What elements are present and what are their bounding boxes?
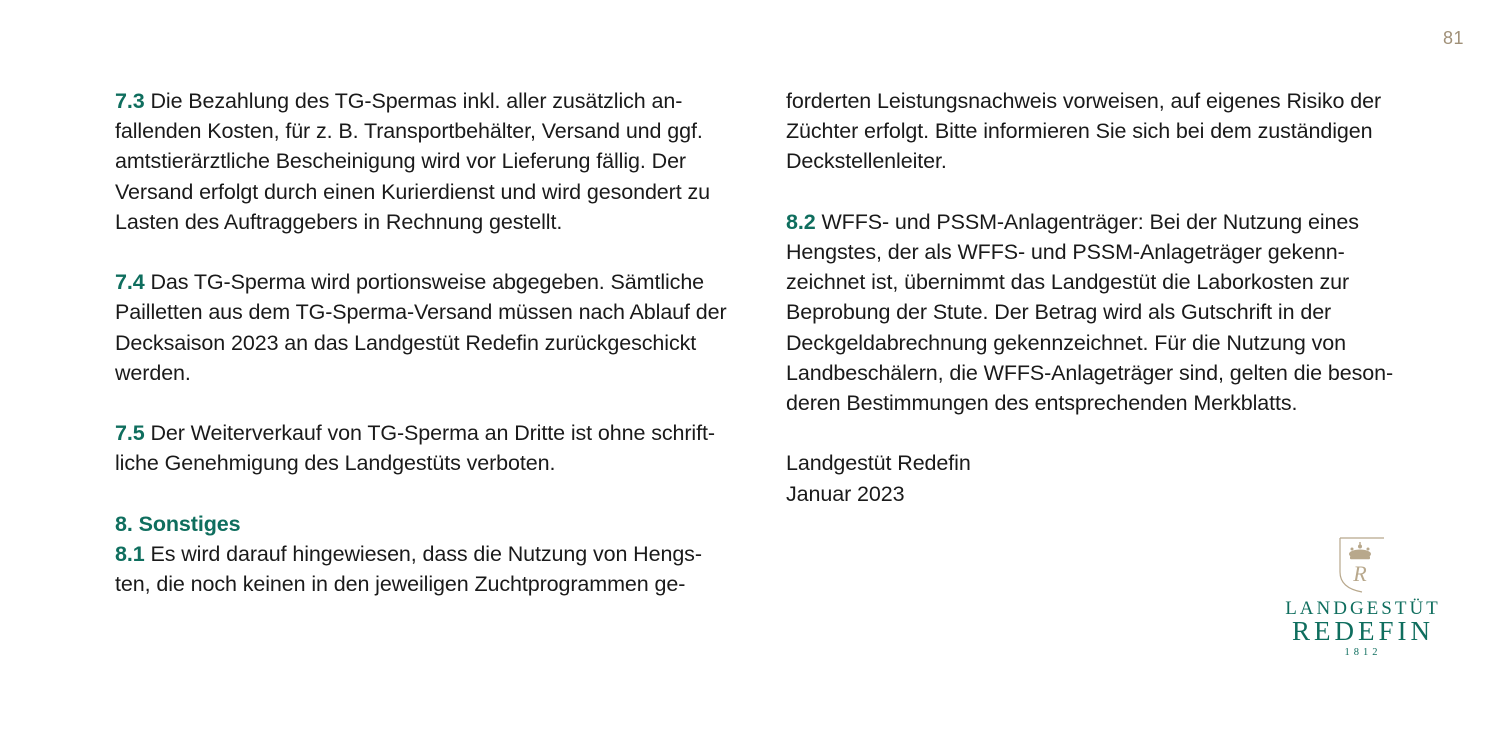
left-column: [115, 86, 775, 599]
paragraph-line: Hengstes, der als WFFS- und PSSM-Anlageträger gekenn-: [786, 240, 1345, 264]
line-text: Die Bezahlung des TG-Spermas inkl. aller zusätzlich an-: [144, 89, 683, 113]
section-number: 7.5: [115, 421, 145, 446]
section-heading: 8. Sonstiges: [115, 511, 241, 536]
right-column: [786, 86, 1456, 509]
paragraph-line: [115, 539, 775, 569]
line-text: WFFS- und PSSM-Anlagenträger: Bei der Nutzung eines: [815, 209, 1359, 234]
paragraph-8-1-continued: [786, 86, 1456, 177]
signature-date: Januar 2023: [786, 481, 905, 506]
paragraph-line: Deckstellenleiter.: [786, 149, 947, 174]
signature-name: Landgestüt Redefin: [786, 451, 971, 476]
page-number: 81: [1442, 28, 1464, 48]
section-8: [115, 509, 775, 600]
paragraph-line: amtstierärztliche Bescheinigung wird vor Lieferung fällig. Der: [115, 149, 686, 174]
paragraph-line: Züchter erfolgt. Bitte informieren Sie sich bei dem zuständigen: [786, 119, 1373, 144]
paragraph-line: zeichnet ist, übernimmt das Landgestüt die Laborkosten zur: [786, 270, 1350, 295]
paragraph-line: Decksaison 2023 an das Landgestüt Redefin zurückgeschickt: [115, 330, 697, 355]
paragraph-line: Versand erfolgt durch einen Kurierdienst und wird gesondert zu: [115, 179, 710, 204]
line-text: Das TG-Sperma wird portionsweise abgegeben. Sämtliche: [144, 270, 705, 295]
signature-block: [786, 448, 1456, 508]
paragraph-line: [786, 207, 1456, 237]
paragraph-line: liche Genehmigung des Landgestüts verboten.: [115, 451, 556, 476]
line-text: Der Weiterverkauf von TG-Sperma an Dritte ist ohne schrift-: [144, 421, 715, 446]
crown-crest-icon: [1338, 536, 1388, 594]
paragraph-8-2: [786, 207, 1456, 418]
section-number: 8.1: [115, 542, 145, 566]
paragraph-line: Landbeschälern, die WFFS-Anlageträger sind, gelten die beson-: [786, 360, 1394, 385]
logo-wordmark-line1: LANDGESTÜT: [1285, 598, 1441, 619]
section-number: 7.4: [115, 270, 145, 295]
paragraph-line: Lasten des Auftraggebers in Rechnung gestellt.: [115, 209, 563, 234]
paragraph-line: ten, die noch keinen in den jeweiligen Zuchtprogrammen ge-: [115, 572, 686, 597]
paragraph-7-5: [115, 418, 775, 478]
paragraph-7-3: [115, 86, 775, 237]
paragraph-line: fallenden Kosten, für z. B. Transportbehälter, Versand und ggf.: [115, 119, 703, 144]
paragraph-line: werden.: [115, 360, 191, 385]
landgestuet-redefin-logo: [1270, 536, 1456, 664]
paragraph-line: [115, 267, 775, 297]
paragraph-line: [115, 86, 775, 116]
section-number: 7.3: [115, 89, 145, 113]
paragraph-line: [115, 418, 775, 448]
line-text: Es wird darauf hingewiesen, dass die Nutzung von Hengs-: [144, 542, 702, 566]
logo-founding-year: 1812: [1344, 647, 1382, 658]
logo-monogram: R: [1353, 561, 1367, 586]
paragraph-line: deren Bestimmungen des entsprechenden Merkblatts.: [786, 391, 1298, 416]
paragraph-line: Pailletten aus dem TG-Sperma-Versand müssen nach Ablauf der: [115, 300, 727, 325]
logo-wordmark-line2: REDEFIN: [1292, 616, 1434, 646]
paragraph-line: forderten Leistungsnachweis vorweisen, auf eigenes Risiko der: [786, 89, 1382, 113]
paragraph-7-4: [115, 267, 775, 388]
section-number: 8.2: [786, 209, 816, 234]
paragraph-line: Beprobung der Stute. Der Betrag wird als Gutschrift in der: [786, 300, 1332, 325]
paragraph-line: Deckgeldabrechnung gekennzeichnet. Für die Nutzung von: [786, 330, 1346, 355]
